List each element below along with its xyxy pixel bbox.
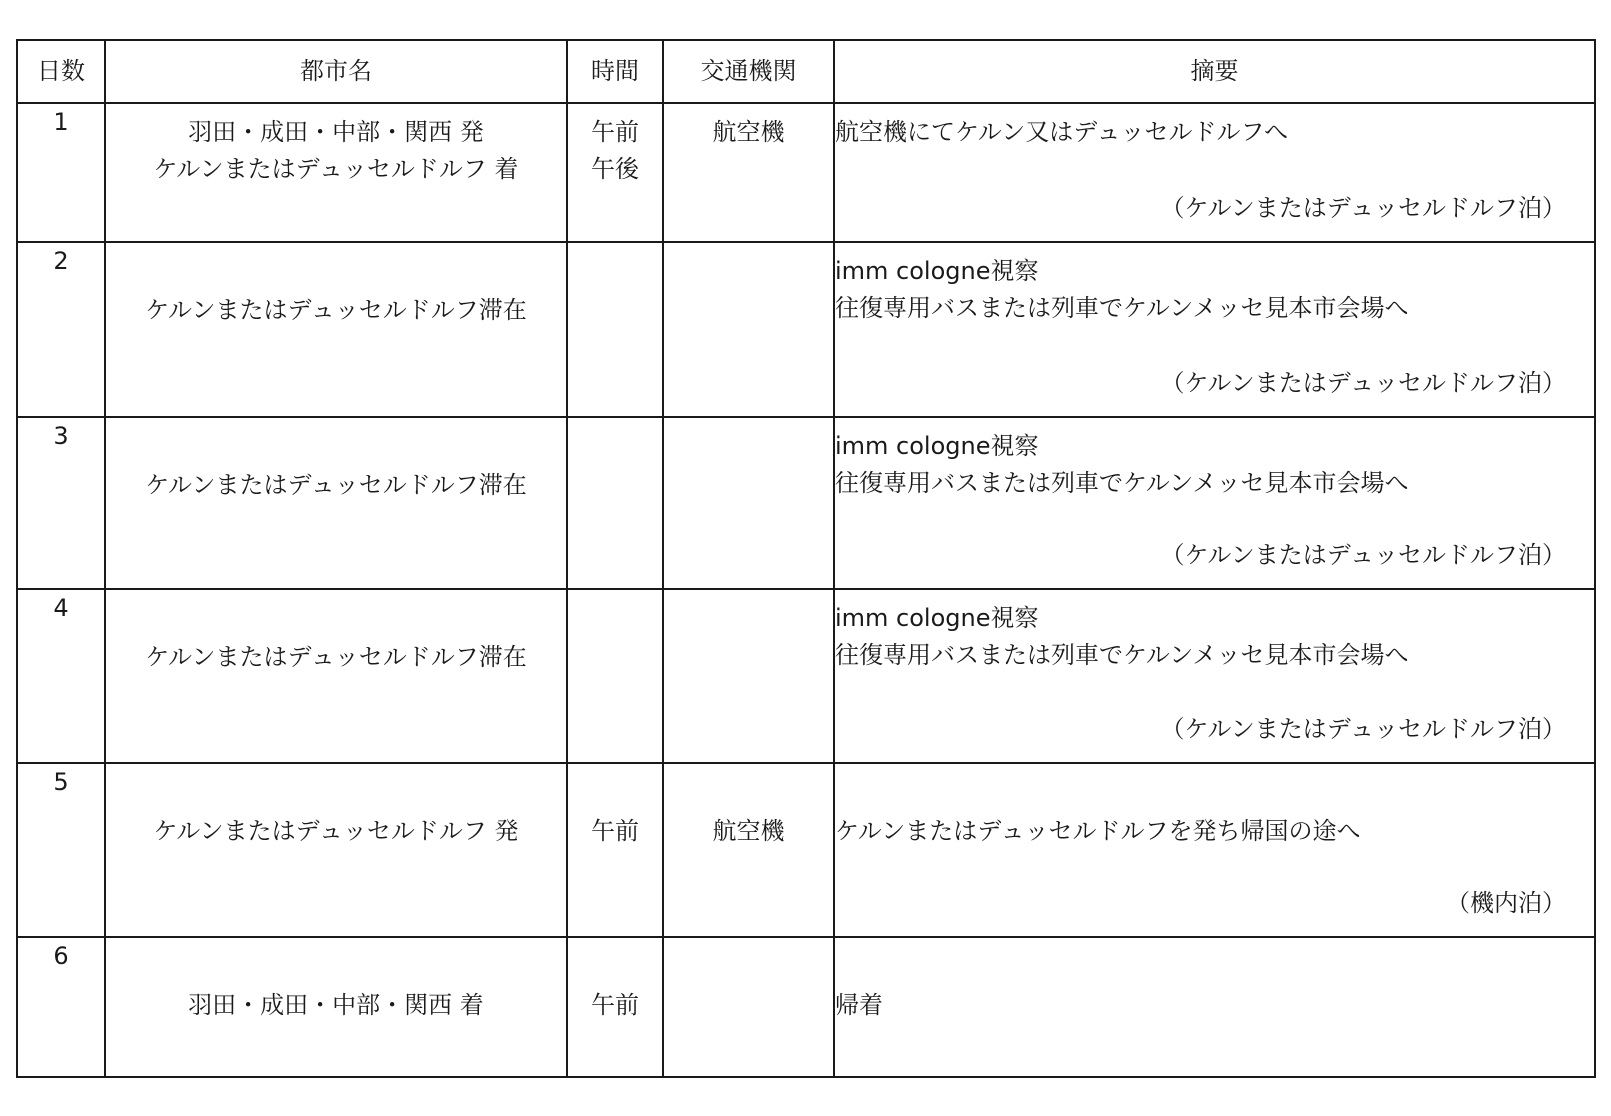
city-cell [105,937,567,1077]
table-row [17,763,1595,937]
city-line: ケルンまたはデュッセルドルフ滞在 [145,296,527,324]
time-line: 午前 [591,817,639,845]
summary-line: imm cologne視察 [835,432,1039,460]
transport-cell [663,417,834,589]
summary-line: 航空機にてケルン又はデュッセルドルフへ [835,118,1288,146]
transport-cell: 航空機 [663,763,834,937]
time-line: 午後 [591,155,639,183]
overnight-note: （ケルンまたはデュッセルドルフ泊） [1160,715,1566,743]
day-cell: 4 [17,589,105,763]
time-cell [567,763,663,937]
time-cell [567,589,663,763]
transport-cell [663,589,834,763]
header-day: 日数 [17,40,105,103]
itinerary-table [16,39,1596,1078]
header-city: 都市名 [105,40,567,103]
city-cell [105,242,567,417]
header-summary: 摘要 [834,40,1595,103]
summary-line: 帰着 [835,991,883,1019]
table-row [17,242,1595,417]
summary-line: ケルンまたはデュッセルドルフを発ち帰国の途へ [835,817,1361,845]
city-line: ケルンまたはデュッセルドルフ 発 [153,817,519,845]
header-transport: 交通機関 [663,40,834,103]
summary-line: imm cologne視察 [835,604,1039,632]
day-cell: 6 [17,937,105,1077]
city-line: 羽田・成田・中部・関西 発 [188,118,484,146]
time-cell [567,937,663,1077]
transport-cell [663,242,834,417]
overnight-note: （ケルンまたはデュッセルドルフ泊） [1160,369,1566,397]
city-line: ケルンまたはデュッセルドルフ滞在 [145,643,527,671]
header-time: 時間 [567,40,663,103]
overnight-note: （ケルンまたはデュッセルドルフ泊） [1160,541,1566,569]
summary-line: imm cologne視察 [835,257,1039,285]
city-line: ケルンまたはデュッセルドルフ滞在 [145,471,527,499]
overnight-note: （ケルンまたはデュッセルドルフ泊） [1160,194,1566,222]
summary-cell [834,589,1595,763]
table-row [17,589,1595,763]
summary-line: 往復専用バスまたは列車でケルンメッセ見本市会場へ [835,294,1409,322]
city-line: 羽田・成田・中部・関西 着 [188,991,484,1019]
summary-line: 往復専用バスまたは列車でケルンメッセ見本市会場へ [835,641,1409,669]
table-row [17,937,1595,1077]
city-cell [105,763,567,937]
time-line: 午前 [591,991,639,1019]
summary-cell [834,103,1595,242]
summary-cell [834,242,1595,417]
day-cell: 5 [17,763,105,937]
city-line: ケルンまたはデュッセルドルフ 着 [153,155,519,183]
summary-line: 往復専用バスまたは列車でケルンメッセ見本市会場へ [835,469,1409,497]
time-cell [567,242,663,417]
time-line: 午前 [591,118,639,146]
summary-cell [834,417,1595,589]
time-cell [567,103,663,242]
header-row [17,40,1595,103]
transport-cell: 航空機 [663,103,834,242]
transport-cell [663,937,834,1077]
table-row [17,103,1595,242]
day-cell: 1 [17,103,105,242]
summary-cell [834,937,1595,1077]
city-cell [105,103,567,242]
table-row [17,417,1595,589]
overnight-note: （機内泊） [1446,889,1566,917]
time-cell [567,417,663,589]
summary-cell [834,763,1595,937]
city-cell [105,589,567,763]
city-cell [105,417,567,589]
day-cell: 2 [17,242,105,417]
day-cell: 3 [17,417,105,589]
